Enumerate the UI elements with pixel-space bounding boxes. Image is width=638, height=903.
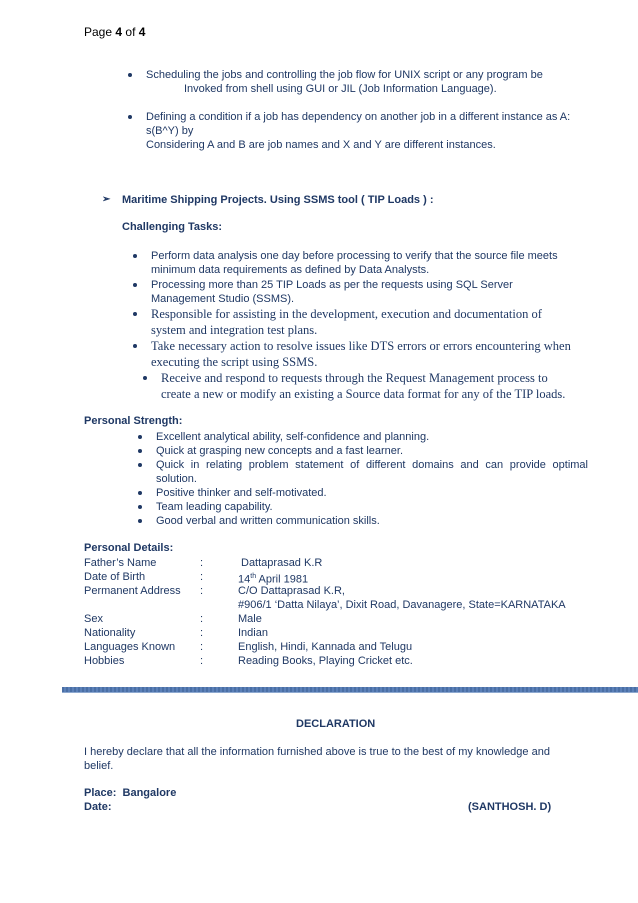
- detail-row: Sex : Male: [84, 613, 262, 625]
- list-item-continuation: Considering A and B are job names and X and Y are different instances.: [146, 139, 496, 151]
- bullet-icon: [133, 249, 141, 258]
- bullet-icon: [138, 486, 146, 495]
- bullet-icon: [133, 338, 141, 348]
- bullet-icon: [138, 430, 146, 439]
- detail-row: #906/1 ‘Datta Nilaya’, Dixit Road, Davanagere, State=KARNATAKA: [238, 599, 566, 611]
- bullet-icon: [143, 370, 151, 380]
- detail-row: Permanent Address : C/O Dattaprasad K.R,: [84, 585, 345, 597]
- bullet-icon: [133, 306, 141, 316]
- date-label: Date:: [84, 801, 112, 813]
- arrow-bullet-icon: ➢: [102, 194, 111, 205]
- list-item-continuation: create a new or modify an existing a Source data format for any of the TIP loads.: [161, 387, 566, 401]
- declaration-text: belief.: [84, 760, 114, 772]
- section-heading: Personal Details:: [84, 542, 174, 554]
- bullet-icon: [138, 514, 146, 523]
- list-item-continuation: minimum data requirements as defined by Data Analysts.: [151, 264, 430, 276]
- list-item-continuation: executing the script using SSMS.: [151, 355, 318, 369]
- declaration-text: I hereby declare that all the information furnished above is true to the best of my knowledge and: [84, 746, 550, 758]
- detail-row: Languages Known : English, Hindi, Kannada and Telugu: [84, 641, 413, 653]
- page-number: Page 4 of 4: [84, 25, 146, 39]
- bullet-icon: [138, 500, 146, 509]
- detail-row: Nationality : Indian: [84, 627, 268, 639]
- detail-row: Hobbies : Reading Books, Playing Cricket etc.: [84, 655, 413, 667]
- list-item-continuation: Invoked from shell using GUI or JIL (Job Information Language).: [184, 83, 497, 95]
- bullet-icon: [138, 458, 146, 467]
- detail-row: Father’s Name : Dattaprasad K.R: [84, 557, 323, 569]
- bullet-icon: [133, 278, 141, 287]
- project-title: Maritime Shipping Projects. Using SSMS tool ( TIP Loads ) :: [122, 194, 434, 206]
- bullet-icon: [128, 68, 136, 77]
- bullet-icon: [138, 444, 146, 453]
- divider: [62, 692, 638, 693]
- section-heading: Personal Strength:: [84, 415, 183, 427]
- bullet-icon: [128, 110, 136, 119]
- list-item-continuation: solution.: [156, 473, 197, 485]
- list-item-continuation: s(B^Y) by: [146, 125, 194, 137]
- place-label: Place: Bangalore: [84, 787, 177, 799]
- list-item-continuation: Management Studio (SSMS).: [151, 293, 295, 305]
- declaration-title: DECLARATION: [296, 718, 376, 730]
- signature: (SANTHOSH. D): [468, 801, 552, 813]
- tasks-heading: Challenging Tasks:: [122, 221, 223, 233]
- list-item-continuation: system and integration test plans.: [151, 323, 318, 337]
- detail-row: Date of Birth : 14th April 1981: [84, 571, 309, 586]
